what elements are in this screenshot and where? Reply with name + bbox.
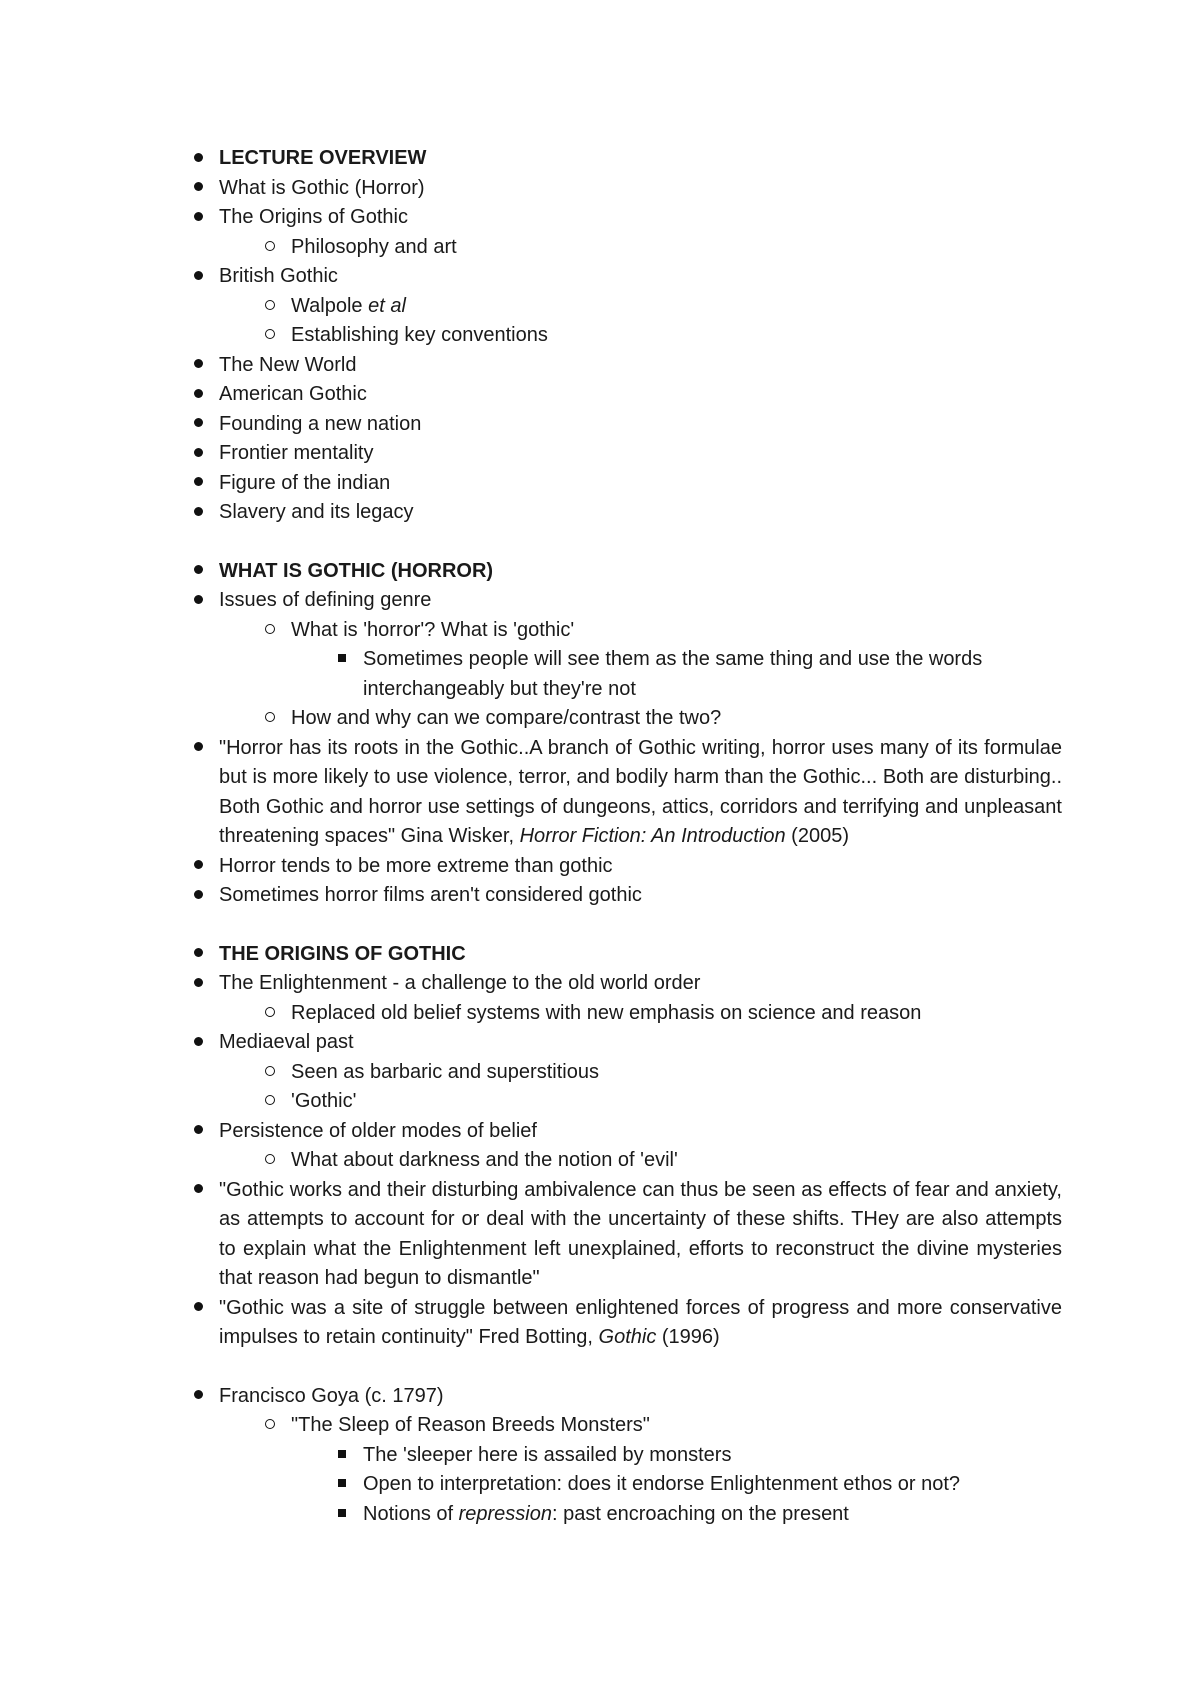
list-item: Establishing key conventions	[291, 321, 1062, 351]
list-item: Frontier mentality	[219, 439, 1062, 469]
list-item: Figure of the indian	[219, 469, 1062, 499]
bullet-icon	[188, 881, 208, 911]
bullet-icon	[188, 351, 208, 381]
bullet-icon	[188, 380, 208, 410]
bullet-icon	[188, 1294, 208, 1324]
circle-bullet-icon	[260, 616, 280, 646]
bullet-icon	[188, 174, 208, 204]
list-item	[219, 557, 1062, 587]
bullet-icon	[188, 1382, 208, 1412]
list-item: British Gothic	[219, 262, 1062, 292]
list-item: Mediaeval past	[219, 1028, 1062, 1058]
spacer	[219, 911, 1062, 940]
list-item: What is Gothic (Horror)	[219, 174, 1062, 204]
list-item: The Enlightenment - a challenge to the old world order	[219, 969, 1062, 999]
square-bullet-icon	[332, 1470, 352, 1500]
circle-bullet-icon	[260, 1058, 280, 1088]
circle-bullet-icon	[260, 1087, 280, 1117]
circle-bullet-icon	[260, 292, 280, 322]
bullet-icon	[188, 262, 208, 292]
section-heading-overview: LECTURE OVERVIEW	[219, 147, 427, 169]
lecture-notes	[219, 144, 1062, 1529]
list-item: "The Sleep of Reason Breeds Monsters"	[291, 1411, 1062, 1441]
bullet-icon	[188, 1117, 208, 1147]
list-item: The New World	[219, 351, 1062, 381]
list-item: Founding a new nation	[219, 410, 1062, 440]
list-item: Walpole et al	[291, 292, 1062, 322]
list-item: How and why can we compare/contrast the two?	[291, 704, 1062, 734]
list-item: Sometimes people will see them as the same thing and use the words interchangeably but they're not	[363, 645, 1062, 704]
bullet-icon	[188, 586, 208, 616]
circle-bullet-icon	[260, 1146, 280, 1176]
bullet-icon	[188, 940, 208, 970]
quote-item: "Horror has its roots in the Gothic..A branch of Gothic writing, horror uses many of its formulae but is more likely to use violence, terror, and bodily harm than the Gothic... Both are disturbing.. Both Gothic and horror use settings of dungeons, attics, corridors and terrifying and unpleasant threatening spaces" Gina Wisker, Horror Fiction: An Introduction (2005)	[219, 734, 1062, 852]
bullet-icon	[188, 439, 208, 469]
square-bullet-icon	[332, 1441, 352, 1471]
quote-item: "Gothic works and their disturbing ambivalence can thus be seen as effects of fear and anxiety, as attempts to account for or deal with the uncertainty of these shifts. THey are also attempts to explain what the Enlightenment left unexplained, efforts to reconstruct the divine mysteries that reason had begun to dismantle"	[219, 1176, 1062, 1294]
list-item	[219, 144, 1062, 174]
list-item: Horror tends to be more extreme than gothic	[219, 852, 1062, 882]
bullet-icon	[188, 410, 208, 440]
quote-item: "Gothic was a site of struggle between enlightened forces of progress and more conservative impulses to retain continuity" Fred Botting, Gothic (1996)	[219, 1294, 1062, 1353]
list-item: Philosophy and art	[291, 233, 1062, 263]
list-item	[219, 940, 1062, 970]
square-bullet-icon	[332, 645, 352, 675]
circle-bullet-icon	[260, 999, 280, 1029]
bullet-icon	[188, 734, 208, 764]
circle-bullet-icon	[260, 1411, 280, 1441]
list-item: The Origins of Gothic	[219, 203, 1062, 233]
bullet-icon	[188, 1028, 208, 1058]
list-item: Notions of repression: past encroaching on the present	[363, 1500, 1062, 1530]
spacer	[219, 1353, 1062, 1382]
list-item: Issues of defining genre	[219, 586, 1062, 616]
section-heading-what-is-gothic: WHAT IS GOTHIC (HORROR)	[219, 559, 494, 582]
square-bullet-icon	[332, 1500, 352, 1530]
list-item: What about darkness and the notion of 'evil'	[291, 1146, 1062, 1176]
list-item: Sometimes horror films aren't considered gothic	[219, 881, 1062, 911]
bullet-icon	[188, 969, 208, 999]
circle-bullet-icon	[260, 233, 280, 263]
bullet-icon	[188, 203, 208, 233]
spacer	[219, 528, 1062, 557]
list-item: What is 'horror'? What is 'gothic'	[291, 616, 1062, 646]
list-item: Open to interpretation: does it endorse Enlightenment ethos or not?	[363, 1470, 1062, 1500]
circle-bullet-icon	[260, 321, 280, 351]
bullet-icon	[188, 1176, 208, 1206]
bullet-icon	[188, 498, 208, 528]
section-heading-origins: THE ORIGINS OF GOTHIC	[219, 942, 466, 965]
list-item: Replaced old belief systems with new emphasis on science and reason	[291, 999, 1062, 1029]
list-item: Francisco Goya (c. 1797)	[219, 1382, 1062, 1412]
list-item: Seen as barbaric and superstitious	[291, 1058, 1062, 1088]
list-item: Persistence of older modes of belief	[219, 1117, 1062, 1147]
bullet-icon	[188, 557, 208, 587]
list-item: American Gothic	[219, 380, 1062, 410]
bullet-icon	[188, 144, 208, 174]
list-item: The 'sleeper here is assailed by monsters	[363, 1441, 1062, 1471]
bullet-icon	[188, 469, 208, 499]
bullet-icon	[188, 852, 208, 882]
circle-bullet-icon	[260, 704, 280, 734]
list-item: Slavery and its legacy	[219, 498, 1062, 528]
list-item: 'Gothic'	[291, 1087, 1062, 1117]
